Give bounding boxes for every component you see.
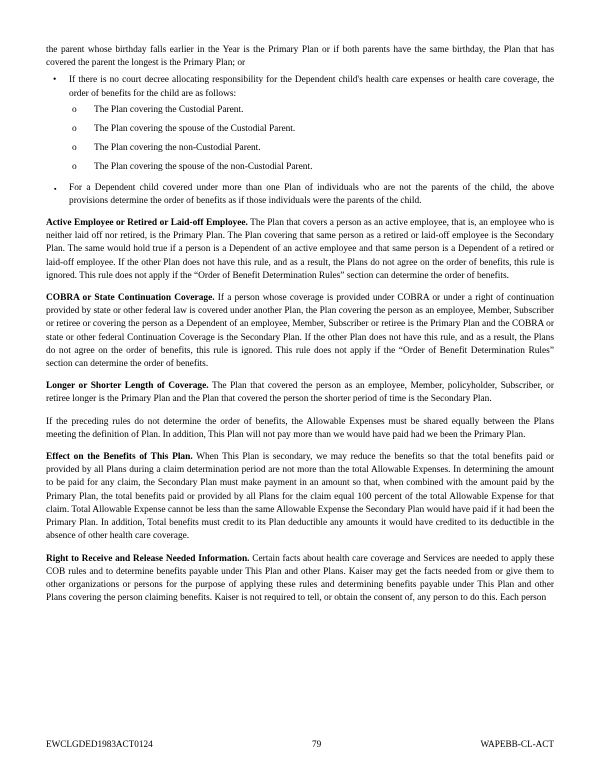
bullet-circle-icon: o (72, 124, 77, 135)
list-item (69, 123, 554, 136)
section-heading: Effect on the Benefits of This Plan. (46, 452, 193, 463)
bullet-list-level-1 (46, 74, 554, 174)
section-body: If the preceding rules do not determine the order of benefits, the Allowable Expenses must be shared equally between the Plans meeting the definition of Plan. In addition, This Plan will not pay more than we would have paid had we been the Primary Plan. (46, 416, 554, 440)
section-paragraph (46, 553, 554, 606)
footer-row (46, 739, 554, 749)
list-item (46, 182, 554, 208)
page-footer (46, 739, 554, 749)
footer-form-number: EWCLGDED1983ACT0124 (46, 739, 153, 749)
list-item (46, 74, 554, 174)
section-body: The Plan that covered the person as an employee, Member, policyholder, Subscriber, or retiree longer is the Primary Plan and the Plan that covered the person the shorter period of time is the Secondary Plan. (46, 381, 554, 405)
bullet-circle-icon: o (72, 162, 77, 173)
list-item-label: The Plan covering the Custodial Parent. (94, 104, 244, 115)
bullet-list-level-2 (69, 104, 554, 175)
page-content (46, 44, 554, 614)
footer-plan-code: WAPEBB-CL-ACT (480, 739, 554, 749)
bullet-circle-icon: o (72, 104, 77, 115)
list-item (69, 142, 554, 155)
list-item-label: The Plan covering the spouse of the non-Custodial Parent. (94, 162, 313, 173)
section-body: If a person whose coverage is provided under COBRA or under a right of continuation provided by state or other federal law is covered under another Plan, the Plan covering the person as an employee, Member, Subscriber or retiree or covering the person as a Dependent of an employee, Member, Subscriber or retiree is the Primary Plan and the COBRA or state or other federal Continuation Coverage is the Secondary Plan. If the other Plan does not have this rule, and as a result, the Plans do not agree on the order of benefits, this rule is ignored. This rule does not apply if the “Order of Benefit Determination Rules” section can determine the order of benefits. (46, 293, 555, 370)
list-item (69, 104, 554, 117)
page-number: 79 (311, 739, 322, 749)
section-heading: Active Employee or Retired or Laid-off Employee. (46, 218, 248, 229)
section-body: Certain facts about health care coverage and Services are needed to apply these COB rules and to determine benefits payable under This Plan and other Plans. Kaiser may get the facts needed from or give them to other organizations or persons for the purpose of applying these rules and determining benefits payable under This Plan and other Plans covering the person claiming benefits. Kaiser is not required to tell, or obtain the consent of, any person to do this. Each person (46, 553, 554, 604)
section-heading: Longer or Shorter Length of Coverage. (46, 381, 209, 392)
bullet-square-icon: ▪ (54, 184, 57, 193)
list-item-label: The Plan covering the non-Custodial Parent. (94, 143, 261, 154)
list-item-label: For a Dependent child covered under more than one Plan of individuals who are not the parents of the child, the above provisions determine the order of benefits as if those individuals were the parents of the child. (69, 182, 554, 206)
section-body: When This Plan is secondary, we may reduce the benefits so that the total benefits paid or provided by all Plans during a claim determination period are not more than the total Allowable Expenses. In determining the amount to be paid for any claim, the Secondary Plan must make payment in an amount so that, when combined with the amount paid by the Primary Plan, the total benefits paid or provided by all Plans for the claim equal 100 percent of the total Allowable Expense for that claim. Total Allowable Expense cannot be less than the same Allowable Expense the Secondary Plan would have paid if it had been the Primary Plan. In addition, Total benefits must credit to its Plan deductible any amounts it would have credited to its deductible in the absence of other health care coverage. (46, 452, 554, 542)
section-paragraph (46, 217, 554, 283)
section-paragraph (46, 451, 554, 543)
list-item-label: The Plan covering the spouse of the Custodial Parent. (94, 124, 296, 135)
continued-paragraph: the parent whose birthday falls earlier in the Year is the Primary Plan or if both parents have the same birthday, the Plan that has covered the parent the longest is the Primary Plan; or (46, 45, 554, 69)
section-heading: COBRA or State Continuation Coverage. (46, 293, 215, 304)
section-body: The Plan that covers a person as an active employee, that is, an employee who is neither laid off nor retired, is the Primary Plan. The Plan covering that same person as a retired or laid-off employee is the Secondary Plan. The same would hold true if a person is a Dependent of an active employee and that same person is a Dependent of a retired or laid-off employee. If the other Plan does not have this rule, and as a result, the Plans do not agree on the order of benefits, this rule is ignored. This rule does not apply if the “Order of Benefit Determination Rules” section can determine the order of benefits. (46, 218, 555, 281)
list-item-label: If there is no court decree allocating responsibility for the Dependent child's health care expenses or health care coverage, the order of benefits for the child are as follows: (69, 75, 554, 99)
bullet-circle-icon: o (72, 143, 77, 154)
bullet-dot-icon: • (53, 75, 57, 86)
section-paragraph (46, 292, 554, 371)
section-paragraph (46, 380, 554, 406)
section-heading: Right to Receive and Release Needed Information. (46, 553, 250, 564)
section-paragraph (46, 416, 554, 442)
list-item (69, 161, 554, 174)
